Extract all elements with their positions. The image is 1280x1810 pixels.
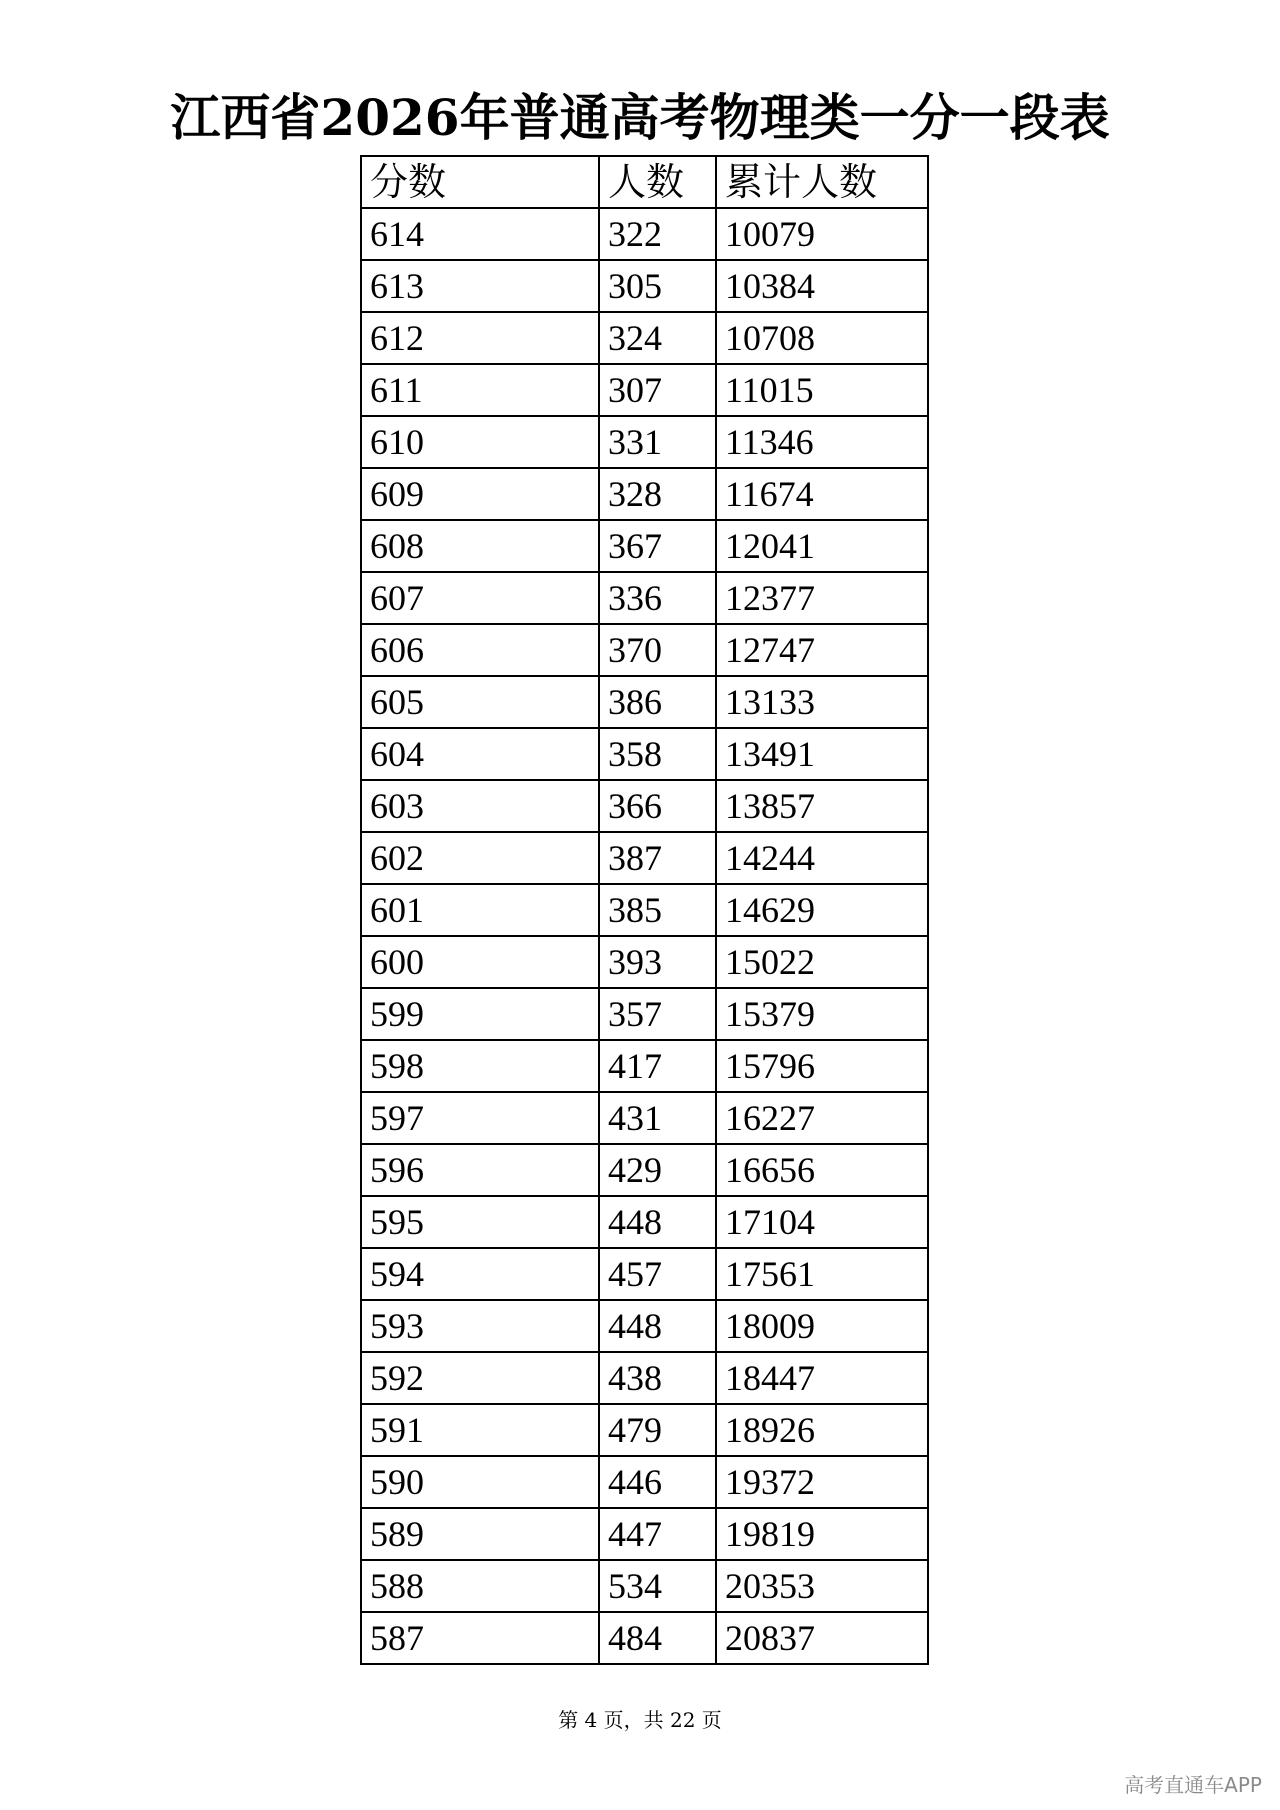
table-row [361, 1196, 928, 1248]
score-cell: 596 [361, 1144, 599, 1196]
table-row [361, 364, 928, 416]
score-cell: 593 [361, 1300, 599, 1352]
score-cell: 602 [361, 832, 599, 884]
table-row [361, 832, 928, 884]
page-number: 第 4 页，共 22 页 [558, 1708, 722, 1732]
count-cell: 534 [599, 1560, 716, 1612]
count-cell: 307 [599, 364, 716, 416]
table-row [361, 780, 928, 832]
count-cell: 370 [599, 624, 716, 676]
score-cell: 612 [361, 312, 599, 364]
table-row [361, 1144, 928, 1196]
header-cumulative: 累计人数 [716, 156, 928, 208]
watermark: 高考直通车APP [1124, 1773, 1262, 1797]
cumulative-cell: 13857 [716, 780, 928, 832]
count-cell: 305 [599, 260, 716, 312]
score-distribution-table [360, 155, 929, 1665]
score-cell: 609 [361, 468, 599, 520]
score-cell: 600 [361, 936, 599, 988]
score-cell: 604 [361, 728, 599, 780]
cumulative-cell: 18926 [716, 1404, 928, 1456]
count-cell: 448 [599, 1196, 716, 1248]
table-body [361, 208, 928, 1664]
cumulative-cell: 18009 [716, 1300, 928, 1352]
cumulative-cell: 13133 [716, 676, 928, 728]
count-cell: 328 [599, 468, 716, 520]
table-row [361, 676, 928, 728]
score-cell: 591 [361, 1404, 599, 1456]
table-row [361, 936, 928, 988]
cumulative-cell: 14629 [716, 884, 928, 936]
count-cell: 448 [599, 1300, 716, 1352]
cumulative-cell: 16656 [716, 1144, 928, 1196]
table-row [361, 1248, 928, 1300]
score-cell: 588 [361, 1560, 599, 1612]
count-cell: 393 [599, 936, 716, 988]
header-count: 人数 [599, 156, 716, 208]
table-row [361, 1612, 928, 1664]
count-cell: 479 [599, 1404, 716, 1456]
cumulative-cell: 12041 [716, 520, 928, 572]
document-title: 江西省2026年普通高考物理类一分一段表 [170, 88, 1110, 147]
cumulative-cell: 11015 [716, 364, 928, 416]
count-cell: 457 [599, 1248, 716, 1300]
score-cell: 595 [361, 1196, 599, 1248]
header-score: 分数 [361, 156, 599, 208]
cumulative-cell: 17561 [716, 1248, 928, 1300]
table-row [361, 624, 928, 676]
table-row [361, 1040, 928, 1092]
count-cell: 324 [599, 312, 716, 364]
score-cell: 614 [361, 208, 599, 260]
cumulative-cell: 15379 [716, 988, 928, 1040]
table-row [361, 1560, 928, 1612]
count-cell: 385 [599, 884, 716, 936]
table-row [361, 208, 928, 260]
count-cell: 366 [599, 780, 716, 832]
cumulative-cell: 11346 [716, 416, 928, 468]
score-cell: 601 [361, 884, 599, 936]
table-row [361, 1404, 928, 1456]
cumulative-cell: 15022 [716, 936, 928, 988]
score-cell: 610 [361, 416, 599, 468]
count-cell: 431 [599, 1092, 716, 1144]
table-row [361, 312, 928, 364]
table-row [361, 520, 928, 572]
count-cell: 322 [599, 208, 716, 260]
table-row [361, 416, 928, 468]
score-cell: 605 [361, 676, 599, 728]
cumulative-cell: 11674 [716, 468, 928, 520]
table-row [361, 260, 928, 312]
count-cell: 417 [599, 1040, 716, 1092]
cumulative-cell: 17104 [716, 1196, 928, 1248]
cumulative-cell: 12377 [716, 572, 928, 624]
cumulative-cell: 10079 [716, 208, 928, 260]
count-cell: 387 [599, 832, 716, 884]
score-cell: 611 [361, 364, 599, 416]
cumulative-cell: 12747 [716, 624, 928, 676]
table-row [361, 1352, 928, 1404]
score-cell: 589 [361, 1508, 599, 1560]
score-cell: 594 [361, 1248, 599, 1300]
score-cell: 603 [361, 780, 599, 832]
count-cell: 357 [599, 988, 716, 1040]
score-cell: 613 [361, 260, 599, 312]
count-cell: 386 [599, 676, 716, 728]
table-row [361, 1456, 928, 1508]
cumulative-cell: 19819 [716, 1508, 928, 1560]
table-row [361, 884, 928, 936]
score-cell: 599 [361, 988, 599, 1040]
score-cell: 598 [361, 1040, 599, 1092]
table-row [361, 1092, 928, 1144]
score-cell: 590 [361, 1456, 599, 1508]
table-row [361, 572, 928, 624]
count-cell: 438 [599, 1352, 716, 1404]
score-cell: 587 [361, 1612, 599, 1664]
table-row [361, 1300, 928, 1352]
cumulative-cell: 20353 [716, 1560, 928, 1612]
count-cell: 367 [599, 520, 716, 572]
count-cell: 447 [599, 1508, 716, 1560]
score-cell: 597 [361, 1092, 599, 1144]
cumulative-cell: 14244 [716, 832, 928, 884]
score-cell: 606 [361, 624, 599, 676]
table-row [361, 1508, 928, 1560]
cumulative-cell: 15796 [716, 1040, 928, 1092]
count-cell: 331 [599, 416, 716, 468]
cumulative-cell: 10384 [716, 260, 928, 312]
cumulative-cell: 20837 [716, 1612, 928, 1664]
score-cell: 592 [361, 1352, 599, 1404]
cumulative-cell: 13491 [716, 728, 928, 780]
table-row [361, 988, 928, 1040]
count-cell: 446 [599, 1456, 716, 1508]
score-cell: 608 [361, 520, 599, 572]
table-row [361, 728, 928, 780]
count-cell: 336 [599, 572, 716, 624]
cumulative-cell: 10708 [716, 312, 928, 364]
count-cell: 358 [599, 728, 716, 780]
table-header-row [361, 156, 928, 208]
cumulative-cell: 18447 [716, 1352, 928, 1404]
count-cell: 484 [599, 1612, 716, 1664]
count-cell: 429 [599, 1144, 716, 1196]
cumulative-cell: 16227 [716, 1092, 928, 1144]
cumulative-cell: 19372 [716, 1456, 928, 1508]
score-cell: 607 [361, 572, 599, 624]
table-row [361, 468, 928, 520]
